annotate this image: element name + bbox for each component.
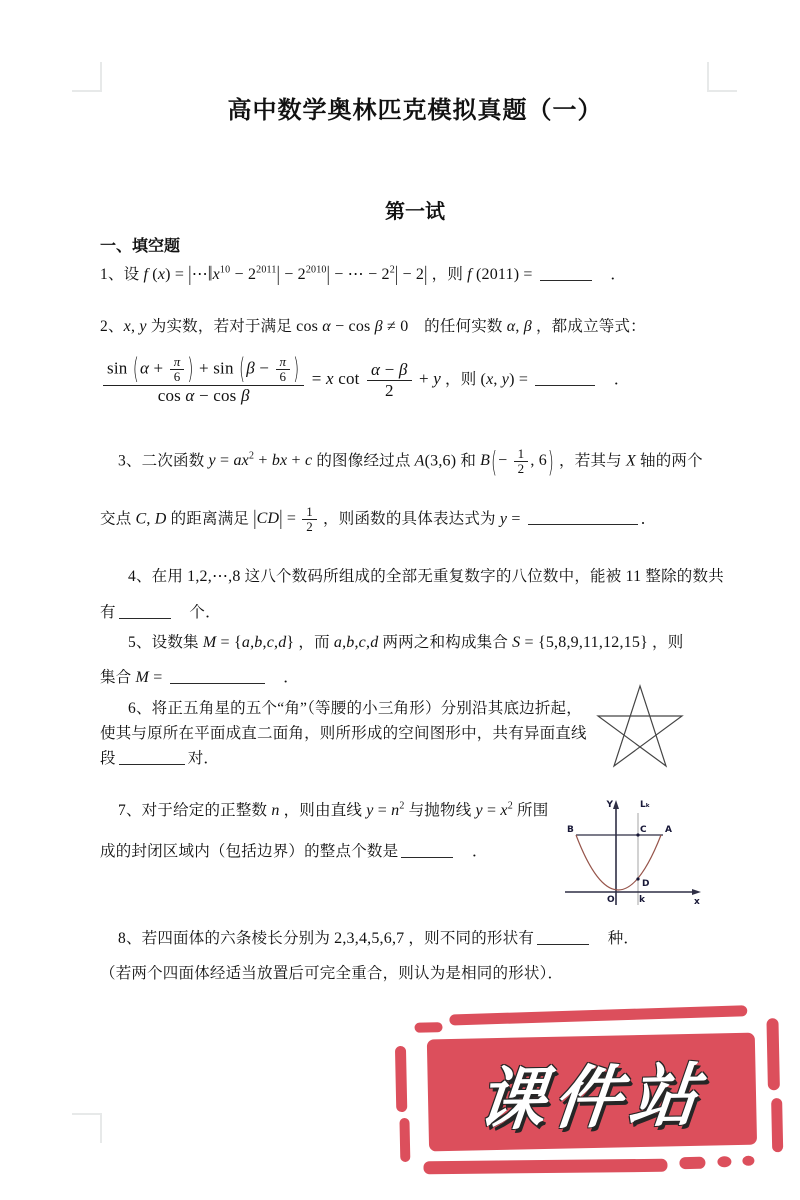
watermark-stamp bbox=[394, 1006, 791, 1184]
question-3-line-1: 3、二次函数 $y = ax^2$ + bx + c 的图像经过点 A(3,6) 和 B(− $\frac{1}{2}$ , 6) ，若其与 X 轴的两个 bbox=[118, 444, 703, 479]
question-4-line-1: 4、在用 1,2,⋯,8 这八个数码所组成的全部无重复数字的八位数中，能被 11 整除的数共 bbox=[128, 568, 724, 585]
margin-corner-mark-bottom-left bbox=[72, 1113, 102, 1143]
stamp-border-stroke bbox=[399, 1118, 410, 1162]
label-point-d: D bbox=[642, 879, 650, 889]
x-axis-arrow bbox=[692, 889, 701, 895]
question-5-line-2: 集合 M = ． bbox=[100, 669, 299, 686]
pentagram-outline bbox=[598, 686, 682, 766]
label-x-axis: x bbox=[694, 897, 700, 907]
question-7-line-1: 7、对于给定的正整数 n ，则由直线 $y = n^2$ 与抛物线 $y = x^2$ 所围 bbox=[118, 800, 549, 819]
margin-corner-mark-top-right bbox=[707, 62, 737, 92]
stamp-border-stroke bbox=[414, 1022, 442, 1033]
stamp-border-stroke bbox=[449, 1005, 747, 1025]
label-point-b: B bbox=[567, 825, 574, 835]
stamp-border-stroke bbox=[771, 1098, 783, 1152]
label-origin: O bbox=[607, 895, 615, 905]
question-6-line-3: 段 对． bbox=[100, 750, 220, 767]
question-1: 1、设 f $(x) = |\cdots‖x^{10} - 2^{2011}| - 2^{2010}|$ − ⋯ − $2^2| - 2|$ ，则 f (2011) = ． bbox=[100, 262, 627, 286]
question-6-line-2: 使其与原所在平面成直二面角，则所形成的空间图形中，共有异面直线 bbox=[100, 725, 587, 742]
stamp-border-stroke bbox=[395, 1046, 407, 1112]
question-3-line-2: 交点 C, D 的距离满足 |CD| = $\frac{1}{2}$ ，则函数的具体表达式为 y = ． bbox=[100, 504, 657, 535]
y-axis-arrow bbox=[613, 800, 619, 809]
section-title: 第一试 bbox=[385, 201, 445, 223]
label-point-c: C bbox=[640, 825, 647, 835]
stamp-border-stroke bbox=[766, 1018, 780, 1090]
stamp-border-stroke bbox=[742, 1156, 754, 1166]
stamp-body bbox=[427, 1033, 757, 1152]
question-8-line-1: 8、若四面体的六条棱长分别为 2,3,4,5,6,7 ，则不同的形状有 种． bbox=[118, 930, 640, 947]
margin-corner-mark-top-left bbox=[72, 62, 102, 92]
pentagram-figure bbox=[588, 676, 692, 776]
stamp-border-stroke bbox=[679, 1157, 705, 1170]
question-4-line-2: 有 个． bbox=[100, 604, 221, 621]
stamp-border-stroke bbox=[717, 1156, 731, 1167]
label-line-lk: Lₖ bbox=[640, 800, 651, 810]
question-2-line-1: 2、x, y 为实数，若对于满足 cos α − cos β ≠ 0 的任何实数 α, β ，都成立等式： bbox=[100, 318, 646, 335]
label-y-axis: Y bbox=[606, 800, 613, 810]
page-title: 高中数学奥林匹克模拟真题（一） bbox=[227, 97, 603, 124]
question-2-formula: sin (α + $\frac{\pi}{6}$ ) + sin (β − $\frac{\pi}{6}$ ) cos α − cos β = x cot $\frac{\alpha - \beta}{2}$ + y ，则 (x, y) = ． bbox=[100, 355, 630, 405]
stamp-border-stroke bbox=[423, 1159, 667, 1175]
parabola-figure bbox=[563, 793, 703, 911]
point-d-dot bbox=[636, 877, 639, 880]
question-5-line-1: 5、设数集 M = {a,b,c,d} ，而 a,b,c,d 两两之和构成集合 S = {5,8,9,11,12,15} ，则 bbox=[128, 634, 684, 651]
question-8-line-2: （若两个四面体经适当放置后可完全重合，则认为是相同的形状）． bbox=[100, 965, 564, 982]
label-k: k bbox=[639, 895, 645, 905]
question-6-line-1: 6、将正五角星的五个“角”（等腰的小三角形）分别沿其底边折起， bbox=[128, 700, 582, 717]
question-7-line-2: 成的封闭区域内（包括边界）的整点个数是 ． bbox=[100, 843, 488, 860]
part-heading: 一、填空题 bbox=[100, 238, 181, 255]
stamp-text: 课件站 bbox=[473, 1056, 710, 1141]
label-point-a: A bbox=[665, 825, 672, 835]
